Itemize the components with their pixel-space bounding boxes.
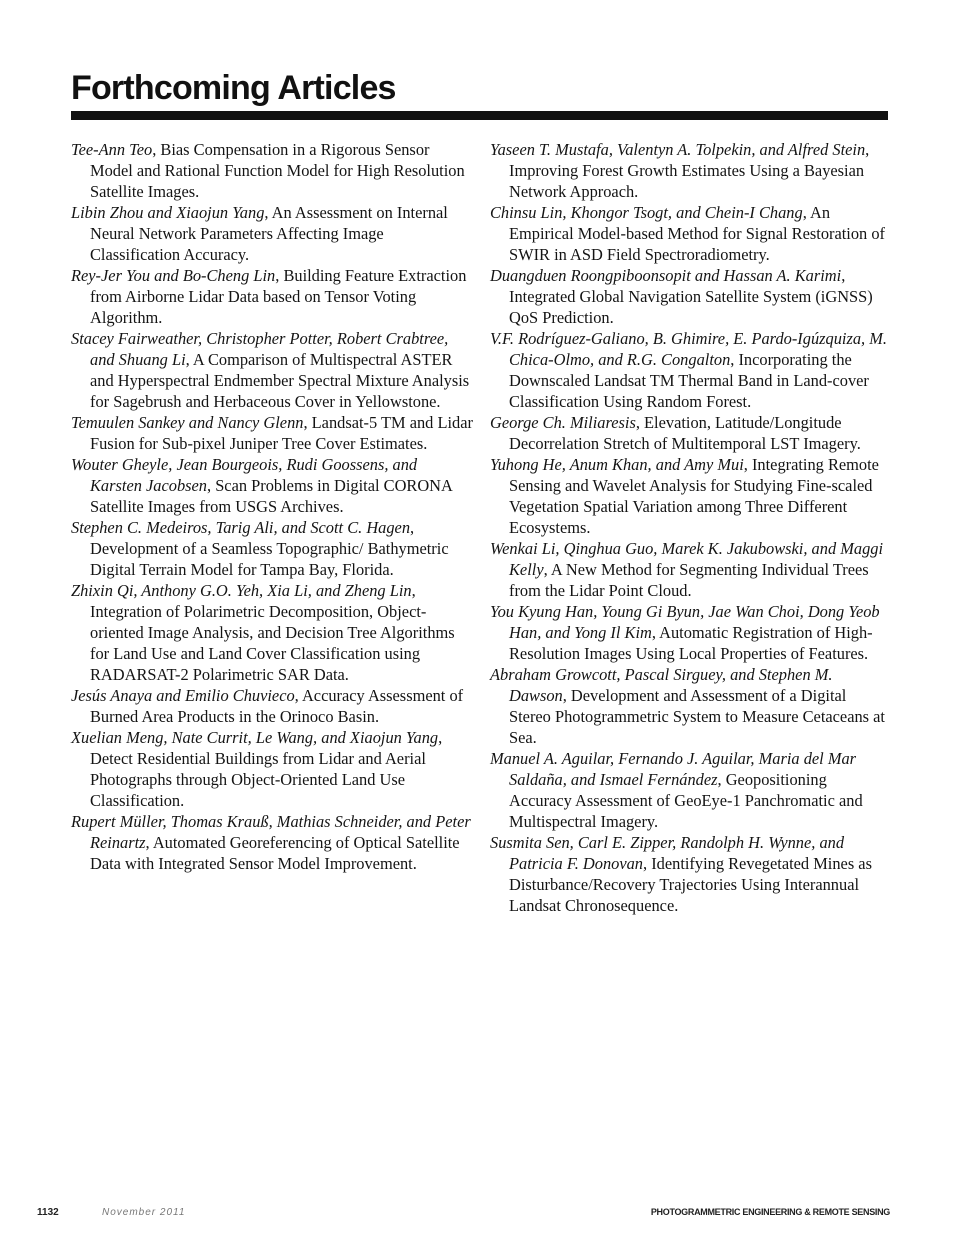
- article-authors: V.F. Rodríguez-Galiano, B. Ghimire, E. Pardo-Igúzquiza, M. Chica-Olmo, and R.G. Congalton: [490, 329, 887, 369]
- article-entry: [71, 265, 473, 328]
- article-title: , Automated Georeferencing of Optical Satellite Data with Integrated Sensor Model Improvement.: [90, 833, 460, 873]
- article-authors: Yuhong He, Anum Khan, and Amy Mui: [490, 455, 744, 474]
- article-authors: Susmita Sen, Carl E. Zipper, Randolph H. Wynne, and Patricia F. Donovan: [490, 833, 845, 873]
- article-authors: Yaseen T. Mustafa, Valentyn A. Tolpekin, and Alfred Stein: [490, 140, 866, 159]
- title-rule: [71, 111, 888, 120]
- issue-date: November 2011: [102, 1207, 186, 1218]
- article-title: , Identifying Revegetated Mines as Disturbance/Recovery Trajectories Using Interannual Landsat Chronosequence.: [509, 854, 872, 915]
- article-authors: Duangduen Roongpiboonsopit and Hassan A. Karimi: [490, 266, 842, 285]
- article-entry: [490, 328, 892, 412]
- article-authors: Tee-Ann Teo: [71, 140, 153, 159]
- article-authors: You Kyung Han, Young Gi Byun, Jae Wan Choi, Dong Yeob Han, and Yong Il Kim: [490, 602, 880, 642]
- journal-name: PHOTOGRAMMETRIC ENGINEERING & REMOTE SENSING: [650, 1207, 890, 1217]
- article-authors: Jesús Anaya and Emilio Chuvieco: [71, 686, 295, 705]
- article-authors: George Ch. Miliaresis: [490, 413, 636, 432]
- article-entry: [71, 139, 473, 202]
- article-entry: [71, 727, 473, 811]
- article-authors: Manuel A. Aguilar, Fernando J. Aguilar, Maria del Mar Saldaña, and Ismael Fernández: [490, 749, 857, 789]
- article-title: , Bias Compensation in a Rigorous Sensor Model and Rational Function Model for High Resolution Satellite Images.: [90, 140, 465, 201]
- article-entry: [490, 748, 892, 832]
- article-title: , Automatic Registration of High-Resolution Images Using Local Properties of Features.: [509, 623, 873, 663]
- article-entry: [71, 685, 473, 727]
- article-authors: Rupert Müller, Thomas Krauß, Mathias Schneider, and Peter Reinartz: [71, 812, 471, 852]
- article-entry: [71, 811, 473, 874]
- article-authors: Xuelian Meng, Nate Currit, Le Wang, and Xiaojun Yang: [71, 728, 439, 747]
- article-authors: Libin Zhou and Xiaojun Yang: [71, 203, 265, 222]
- article-entry: [490, 202, 892, 265]
- article-authors: Chinsu Lin, Khongor Tsogt, and Chein-I Chang: [490, 203, 803, 222]
- article-authors: Temuulen Sankey and Nancy Glenn: [71, 413, 304, 432]
- page-title: Forthcoming Articles: [71, 69, 396, 107]
- article-title: , Integrating Remote Sensing and Wavelet Analysis for Studying Fine-scaled Vegetation Spatial Variation among Three Different Ecosystems.: [509, 455, 879, 537]
- article-entry: [490, 412, 892, 454]
- article-title: , Elevation, Latitude/Longitude Decorrelation Stretch of Multitemporal LST Imagery.: [509, 413, 861, 453]
- article-title: , A New Method for Segmenting Individual Trees from the Lidar Point Cloud.: [509, 560, 869, 600]
- article-entry: [71, 517, 473, 580]
- article-title: , Landsat-5 TM and Lidar Fusion for Sub-pixel Juniper Tree Cover Estimates.: [90, 413, 473, 453]
- article-entry: [71, 580, 473, 685]
- article-column-right: [490, 139, 892, 916]
- page-number: 1132: [37, 1207, 59, 1218]
- article-title: , Improving Forest Growth Estimates Using a Bayesian Network Approach.: [509, 140, 870, 201]
- article-title: , Incorporating the Downscaled Landsat TM Thermal Band in Land-cover Classification Using Random Forest.: [509, 350, 869, 411]
- article-title: , Development of a Seamless Topographic/ Bathymetric Digital Terrain Model for Tampa Bay, Florida.: [90, 518, 449, 579]
- article-title: , Integrated Global Navigation Satellite System (iGNSS) QoS Prediction.: [509, 266, 873, 327]
- article-title: , A Comparison of Multispectral ASTER and Hyperspectral Endmember Spectral Mixture Analysis for Sagebrush and Herbaceous Cover in Yellowstone.: [90, 350, 470, 411]
- article-entry: [490, 454, 892, 538]
- article-entry: [490, 265, 892, 328]
- article-title: , Integration of Polarimetric Decomposition, Object-oriented Image Analysis, and Decision Tree Algorithms for Land Use and Land Cover Classification using RADARSAT-2 Polarimetric SAR Data.: [90, 581, 455, 684]
- article-title: , Accuracy Assessment of Burned Area Products in the Orinoco Basin.: [90, 686, 464, 726]
- article-entry: [490, 601, 892, 664]
- article-title: , Detect Residential Buildings from Lidar and Aerial Photographs through Object-Oriented Land Use Classification.: [90, 728, 443, 810]
- article-entry: [490, 139, 892, 202]
- article-authors: Zhixin Qi, Anthony G.O. Yeh, Xia Li, and Zheng Lin: [71, 581, 412, 600]
- article-entry: [71, 202, 473, 265]
- article-entry: [490, 538, 892, 601]
- article-entry: [490, 832, 892, 916]
- article-column-left: [71, 139, 473, 874]
- article-title: , An Assessment on Internal Neural Network Parameters Affecting Image Classification Accuracy.: [90, 203, 448, 264]
- article-authors: Rey-Jer You and Bo-Cheng Lin: [71, 266, 276, 285]
- article-authors: Stacey Fairweather, Christopher Potter, Robert Crabtree, and Shuang Li: [71, 329, 449, 369]
- article-title: , Building Feature Extraction from Airborne Lidar Data based on Tensor Voting Algorithm.: [90, 266, 467, 327]
- article-authors: Stephen C. Medeiros, Tarig Ali, and Scott C. Hagen: [71, 518, 411, 537]
- article-title: , Development and Assessment of a Digital Stereo Photogrammetric System to Measure Cetaceans at Sea.: [509, 686, 885, 747]
- article-authors: Abraham Growcott, Pascal Sirguey, and Stephen M. Dawson: [490, 665, 833, 705]
- article-entry: [71, 328, 473, 412]
- article-title: , Scan Problems in Digital CORONA Satellite Images from USGS Archives.: [90, 476, 452, 516]
- article-authors: Wenkai Li, Qinghua Guo, Marek K. Jakubowski, and Maggi Kelly: [490, 539, 884, 579]
- article-entry: [71, 454, 473, 517]
- article-title: , An Empirical Model-based Method for Signal Restoration of SWIR in ASD Field Spectroradiometry.: [509, 203, 885, 264]
- article-title: , Geopositioning Accuracy Assessment of GeoEye-1 Panchromatic and Multispectral Imagery.: [509, 770, 863, 831]
- article-entry: [490, 664, 892, 748]
- article-entry: [71, 412, 473, 454]
- article-authors: Wouter Gheyle, Jean Bourgeois, Rudi Goossens, and Karsten Jacobsen: [71, 455, 418, 495]
